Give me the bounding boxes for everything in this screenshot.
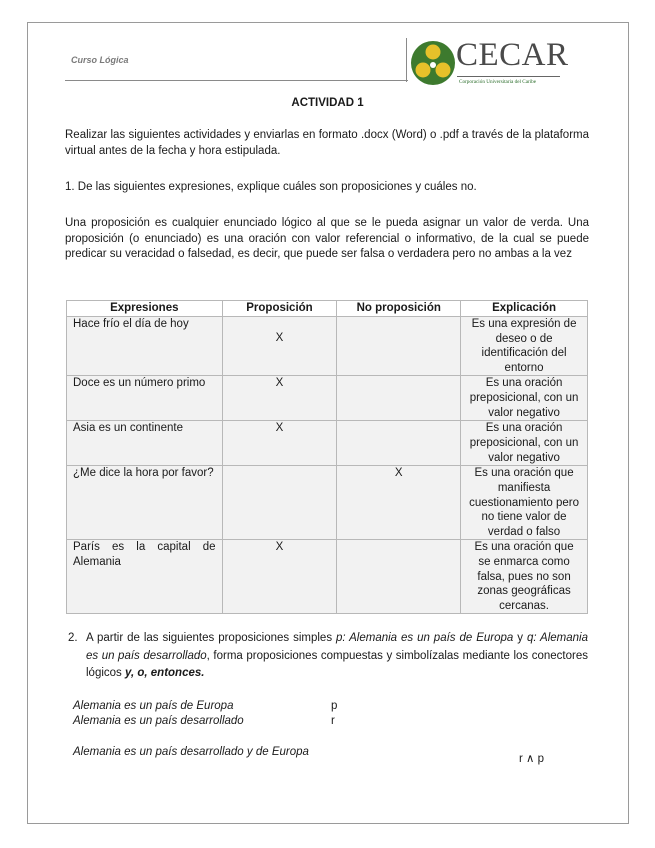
connectors: y, o, entonces.: [125, 667, 205, 679]
question-2: [68, 630, 588, 683]
header-cell: Proposición: [222, 301, 337, 317]
table-row: [67, 466, 588, 540]
expression-cell: Doce es un número primo: [67, 376, 223, 421]
header-divider: [406, 38, 407, 82]
expression-cell: París es la capital de Alemania: [67, 540, 223, 614]
question-2-text: [86, 630, 588, 683]
proposition-2-symbol: r: [331, 715, 335, 727]
proposition-cell: X: [222, 421, 337, 466]
explanation-cell: Es una oración que manifiesta cuestionamiento pero no tiene valor de verdad o falso: [461, 466, 588, 540]
logo-emblem-icon: [409, 39, 457, 87]
question-2-number: 2.: [68, 632, 78, 644]
no-proposition-cell: [337, 317, 461, 376]
proposition-cell: [222, 466, 337, 540]
logo-underline: [457, 76, 560, 77]
proposition-cell: X: [222, 376, 337, 421]
expressions-table: [66, 300, 588, 614]
logo-subtitle: Corporación Universitaria del Caribe: [459, 79, 537, 85]
table-row: [67, 540, 588, 614]
compound-proposition-text: Alemania es un país desarrollado y de Europa: [73, 746, 309, 758]
no-proposition-cell: X: [337, 466, 461, 540]
p-label: p:: [336, 632, 346, 644]
proposition-cell: X: [222, 317, 337, 376]
table-row: [67, 317, 588, 376]
proposition-cell: X: [222, 540, 337, 614]
logo-name: CECAR: [456, 37, 569, 73]
q2-text-b: y: [513, 632, 527, 644]
proposition-2-text: Alemania es un país desarrollado: [73, 715, 244, 727]
expression-cell: ¿Me dice la hora por favor?: [67, 466, 223, 540]
table-header-row: [67, 301, 588, 317]
table-row: [67, 376, 588, 421]
compound-proposition-symbol: r ∧ p: [519, 753, 545, 765]
header-cell: Explicación: [461, 301, 588, 317]
p-text: Alemania es un país de Europa: [345, 632, 514, 644]
definition-paragraph: Una proposición es cualquier enunciado lógico al que se le pueda asignar un valor de verda. Una proposición (o enunciado) es una oración con valor referencial o informativo, de la cual se puede predicar su veracidad o falsedad, es decir, que puede ser falsa o verdadera pero no ambas a la vez: [65, 217, 589, 260]
no-proposition-cell: [337, 421, 461, 466]
no-proposition-cell: [337, 540, 461, 614]
explanation-cell: Es una oración preposicional, con un valor negativo: [461, 376, 588, 421]
q2-text-c: , forma proposiciones compuestas y simbolízalas mediante los conectores lógicos: [86, 649, 588, 679]
explanation-cell: Es una oración preposicional, con un valor negativo: [461, 421, 588, 466]
table-row: [67, 421, 588, 466]
page-title: ACTIVIDAD 1: [291, 97, 364, 109]
course-label: Curso Lógica: [71, 55, 129, 65]
cecar-logo: [409, 37, 584, 89]
expression-cell: Hace frío el día de hoy: [67, 317, 223, 376]
no-proposition-cell: [337, 376, 461, 421]
proposition-1-text: Alemania es un país de Europa: [73, 700, 234, 712]
header-cell: Expresiones: [67, 301, 223, 317]
explanation-cell: Es una expresión de deseo o de identificación del entorno: [461, 317, 588, 376]
header-cell: No proposición: [337, 301, 461, 317]
q2-text-a: A partir de las siguientes proposiciones simples: [86, 632, 337, 644]
header-rule: [65, 80, 408, 81]
explanation-cell: Es una oración que se enmarca como falsa, pues no son zonas geográficas cercanas.: [461, 540, 588, 614]
question-1: 1. De las siguientes expresiones, explique cuáles son proposiciones y cuáles no.: [65, 181, 477, 193]
q-text: Alemania es un país desarrollado: [86, 632, 588, 662]
q-label: q:: [526, 632, 537, 644]
intro-paragraph: Realizar las siguientes actividades y enviarlas en formato .docx (Word) o .pdf a través de la plataforma virtual antes de la fecha y hora estipulada.: [65, 129, 589, 157]
expression-cell: Asia es un continente: [67, 421, 223, 466]
proposition-1-symbol: p: [331, 700, 338, 712]
